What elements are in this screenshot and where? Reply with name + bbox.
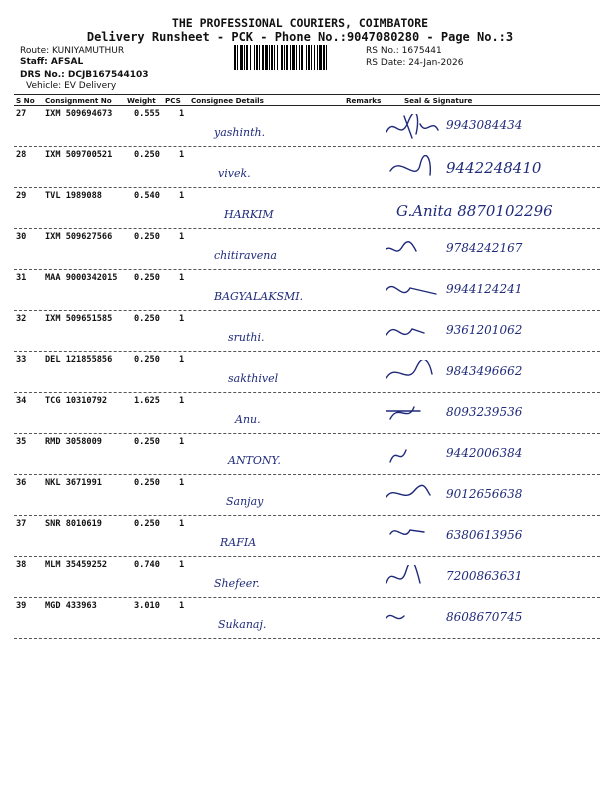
row-weight: 0.740	[134, 560, 160, 570]
row-signature-phone: 6380613956	[446, 528, 523, 542]
row-weight: 0.250	[134, 232, 160, 242]
row-pcs: 1	[179, 355, 185, 365]
row-weight: 0.250	[134, 519, 160, 529]
col-sno-header: S No	[16, 96, 35, 105]
row-pcs: 1	[179, 519, 185, 529]
row-signature-phone: 7200863631	[446, 569, 523, 583]
row-signature-phone: 8608670745	[446, 610, 523, 624]
row-sno: 39	[16, 601, 27, 611]
signature-scribble	[386, 114, 442, 142]
signature-stroke	[386, 329, 424, 335]
signature-scribble	[386, 360, 442, 388]
row-consignment-no: IXM 509627566	[45, 232, 113, 242]
row-signature-phone: 9361201062	[446, 323, 523, 337]
row-consignee-handwritten: vivek.	[218, 167, 251, 180]
signature-stroke	[390, 156, 430, 175]
table-row	[14, 598, 600, 639]
row-sno: 38	[16, 560, 27, 570]
signature-stroke	[390, 450, 406, 462]
rs-number: RS No.: 1675441	[366, 46, 442, 56]
row-pcs: 1	[179, 396, 185, 406]
row-consignment-no: IXM 509700521	[45, 150, 113, 160]
signature-stroke	[386, 407, 420, 419]
row-sno: 31	[16, 273, 27, 283]
drs-number: DRS No.: DCJB167544103	[20, 70, 149, 80]
staff-label: Staff: AFSAL	[20, 57, 84, 67]
table-row	[14, 475, 600, 516]
col-seal-header: Seal & Signature	[404, 96, 473, 105]
signature-scribble	[386, 524, 442, 552]
row-pcs: 1	[179, 150, 185, 160]
row-signature-phone: 9442006384	[446, 446, 523, 460]
col-remarks-header: Remarks	[346, 96, 382, 105]
table-row	[14, 311, 600, 352]
table-row	[14, 188, 600, 229]
row-consignee-handwritten: BAGYALAKSMI.	[214, 290, 304, 303]
signature-scribble	[386, 442, 442, 470]
row-sno: 34	[16, 396, 27, 406]
row-sno: 29	[16, 191, 27, 201]
row-consignment-no: NKL 3671991	[45, 478, 102, 488]
signature-stroke	[386, 287, 436, 294]
col-consignee-header: Consignee Details	[191, 96, 264, 105]
rs-date: RS Date: 24-Jan-2026	[366, 58, 464, 68]
row-consignment-no: MLM 35459252	[45, 560, 108, 570]
row-signature-phone: 9843496662	[446, 364, 523, 378]
row-consignee-handwritten: sruthi.	[228, 331, 265, 344]
signature-scribble	[386, 237, 442, 265]
row-consignee-handwritten: RAFIA	[220, 536, 257, 549]
row-sno: 30	[16, 232, 27, 242]
row-pcs: 1	[179, 601, 185, 611]
row-signature-phone: G.Anita 8870102296	[396, 202, 553, 220]
row-consignment-no: SNR 8010619	[45, 519, 102, 529]
signature-stroke	[390, 530, 424, 534]
row-pcs: 1	[179, 478, 185, 488]
row-weight: 0.555	[134, 109, 160, 119]
table-row	[14, 393, 600, 434]
runsheet-subtitle: Delivery Runsheet - PCK - Phone No.:9047080280 - Page No.:3	[86, 30, 514, 44]
signature-scribble	[386, 565, 442, 593]
row-sno: 35	[16, 437, 27, 447]
col-consignment-header: Consignment No	[45, 96, 112, 105]
row-weight: 0.540	[134, 191, 160, 201]
signature-scribble	[386, 483, 442, 511]
row-pcs: 1	[179, 232, 185, 242]
table-row	[14, 352, 600, 393]
row-sno: 33	[16, 355, 27, 365]
row-weight: 0.250	[134, 478, 160, 488]
header-top-rule	[14, 94, 600, 95]
company-title: THE PROFESSIONAL COURIERS, COIMBATORE	[171, 16, 429, 30]
row-consignment-no: MGD 433963	[45, 601, 97, 611]
signature-stroke	[386, 360, 432, 378]
row-consignment-no: TVL 1989088	[45, 191, 102, 201]
row-signature-phone: 9442248410	[446, 159, 542, 177]
row-signature-phone: 9784242167	[446, 241, 523, 255]
signature-stroke	[386, 615, 404, 618]
signature-stroke	[386, 242, 416, 251]
row-consignee-handwritten: Sanjay	[226, 495, 264, 508]
row-weight: 0.250	[134, 150, 160, 160]
table-row	[14, 516, 600, 557]
col-weight-header: Weight	[127, 96, 156, 105]
row-weight: 0.250	[134, 273, 160, 283]
row-consignee-handwritten: Shefeer.	[214, 577, 260, 590]
row-sno: 27	[16, 109, 27, 119]
col-pcs-header: PCS	[165, 96, 181, 105]
row-signature-phone: 8093239536	[446, 405, 523, 419]
row-signature-phone: 9943084434	[446, 118, 523, 132]
row-sno: 37	[16, 519, 27, 529]
table-row	[14, 557, 600, 598]
row-consignee-handwritten: HARKIM	[224, 208, 274, 221]
row-pcs: 1	[179, 109, 185, 119]
signature-stroke	[386, 114, 438, 138]
row-consignment-no: IXM 509694673	[45, 109, 113, 119]
signature-scribble	[386, 155, 442, 183]
row-consignment-no: IXM 509651585	[45, 314, 113, 324]
signature-scribble	[386, 606, 442, 634]
row-consignee-handwritten: ANTONY.	[228, 454, 281, 467]
row-sno: 36	[16, 478, 27, 488]
row-weight: 1.625	[134, 396, 160, 406]
barcode-image	[234, 45, 362, 70]
signature-stroke	[386, 485, 430, 497]
vehicle-label: Vehicle: EV Delivery	[26, 81, 117, 91]
row-separator	[14, 638, 600, 639]
table-row	[14, 147, 600, 188]
row-pcs: 1	[179, 560, 185, 570]
table-row	[14, 434, 600, 475]
row-consignee-handwritten: yashinth.	[214, 126, 266, 139]
signature-scribble	[386, 401, 442, 429]
row-signature-phone: 9012656638	[446, 487, 523, 501]
signature-scribble	[386, 278, 442, 306]
row-consignment-no: DEL 121855856	[45, 355, 113, 365]
table-row	[14, 229, 600, 270]
row-consignee-handwritten: chitiravena	[214, 249, 277, 262]
row-weight: 3.010	[134, 601, 160, 611]
row-weight: 0.250	[134, 314, 160, 324]
row-pcs: 1	[179, 273, 185, 283]
signature-scribble	[386, 319, 442, 347]
row-sno: 32	[16, 314, 27, 324]
row-pcs: 1	[179, 437, 185, 447]
row-signature-phone: 9944124241	[446, 282, 523, 296]
table-row	[14, 270, 600, 311]
table-row	[14, 106, 600, 147]
row-consignment-no: TCG 10310792	[45, 396, 108, 406]
row-weight: 0.250	[134, 437, 160, 447]
signature-stroke	[386, 565, 420, 583]
row-sno: 28	[16, 150, 27, 160]
row-consignment-no: MAA 9000342015	[45, 273, 118, 283]
row-weight: 0.250	[134, 355, 160, 365]
row-pcs: 1	[179, 314, 185, 324]
row-consignee-handwritten: Sukanaj.	[218, 618, 267, 631]
row-pcs: 1	[179, 191, 185, 201]
row-consignment-no: RMD 3058009	[45, 437, 102, 447]
row-consignee-handwritten: sakthivel	[228, 372, 279, 385]
route-label: Route: KUNIYAMUTHUR	[20, 46, 125, 56]
row-consignee-handwritten: Anu.	[235, 413, 261, 426]
